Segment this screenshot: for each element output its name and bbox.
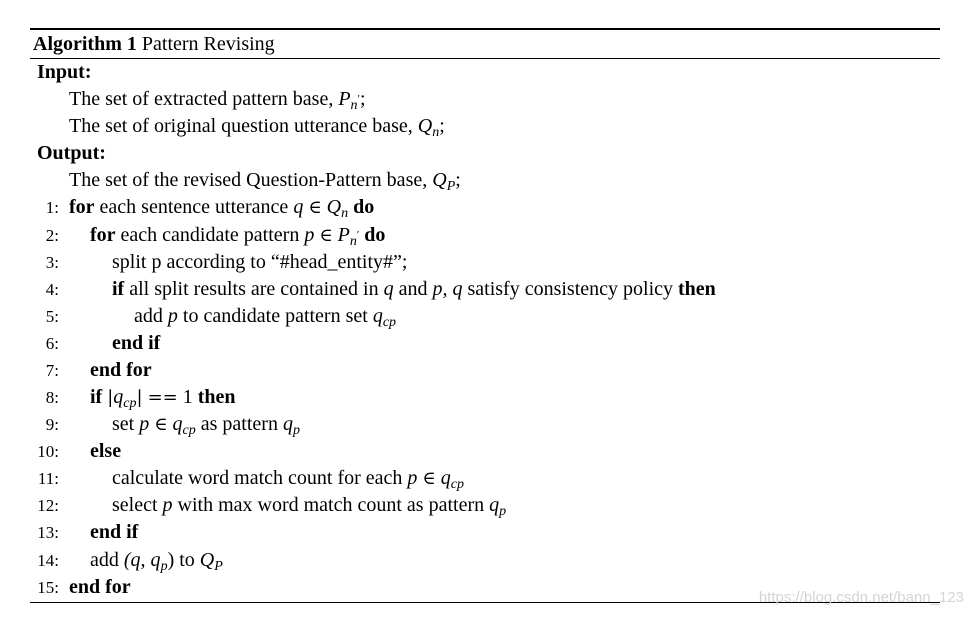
step-text: calculate word match count for each <box>112 467 403 489</box>
line-number: 1: <box>45 198 59 217</box>
step-text: satisfy consistency policy <box>467 278 674 300</box>
math-var: q <box>282 413 293 435</box>
line-number: 13: <box>37 523 59 542</box>
output-1-symbol: Q <box>432 169 447 191</box>
math-op: ∈ <box>308 197 322 218</box>
math-var: q <box>372 305 383 327</box>
output-1-text: The set of the revised Question-Pattern base, <box>69 169 428 191</box>
step-text: each sentence utterance <box>99 196 289 218</box>
step-text: as pattern <box>200 413 278 435</box>
math-var: p <box>167 305 178 327</box>
algorithm-header-rule <box>30 58 940 59</box>
step-text: each candidate pattern <box>120 224 300 246</box>
algorithm-caption <box>33 32 275 56</box>
step-text: set <box>112 413 135 435</box>
math-subscript: cp <box>182 423 196 438</box>
math-subscript: p <box>292 423 300 438</box>
math-subscript: p <box>499 504 507 519</box>
math-subscript: cp <box>450 477 464 492</box>
math-subscript: p <box>160 559 168 574</box>
line-number: 14: <box>37 551 59 570</box>
line-number: 6: <box>45 334 59 353</box>
math-op: ∈ <box>422 468 436 489</box>
math-subscript: P <box>214 559 223 574</box>
math-var: p <box>407 467 418 489</box>
output-1-end: ; <box>455 169 461 191</box>
math-var: p, q <box>432 278 463 300</box>
math-op: ∈ <box>319 225 333 246</box>
output-label: Output: <box>37 142 106 164</box>
keyword: if <box>90 386 103 408</box>
line-number: 3: <box>45 253 59 272</box>
line-number: 5: <box>45 307 59 326</box>
input-1-end: ; <box>359 88 366 110</box>
output-1-subscript: P <box>446 179 456 194</box>
line-number: 15: <box>37 578 59 597</box>
keyword: end for <box>69 576 131 598</box>
keyword: do <box>353 196 375 218</box>
math-bar: | <box>107 387 114 408</box>
caption-title: Pattern Revising <box>141 33 275 55</box>
math-symbol: Q <box>199 549 215 571</box>
math-subscript: n <box>349 234 357 249</box>
math-var: q <box>440 467 451 489</box>
keyword: do <box>364 224 386 246</box>
input-2-subscript: n <box>432 125 440 140</box>
math-prime: ′ <box>356 229 360 241</box>
input-2-end: ; <box>439 115 445 137</box>
math-value: 1 <box>182 386 193 408</box>
math-var: q <box>113 386 124 408</box>
math-symbol: Q <box>326 196 342 218</box>
math-subscript: cp <box>123 396 137 411</box>
keyword: for <box>69 196 95 218</box>
input-label: Input: <box>37 61 92 83</box>
keyword: if <box>112 278 125 300</box>
math-var: p <box>139 413 150 435</box>
keyword: then <box>197 386 236 408</box>
line-number: 9: <box>45 415 59 434</box>
math-subscript: cp <box>382 315 397 330</box>
step-text: split p according to “#head_entity#”; <box>112 251 408 273</box>
step-text: and <box>398 278 428 300</box>
math-var: q <box>383 278 394 300</box>
watermark: https://blog.csdn.net/bann_123 <box>758 589 964 606</box>
math-op: ∈ <box>154 414 168 435</box>
keyword: for <box>90 224 116 246</box>
input-1-symbol: P <box>338 88 351 110</box>
math-tuple: (q, q <box>123 549 161 571</box>
line-number: 11: <box>37 469 59 488</box>
step-text: add <box>134 305 163 327</box>
math-var: q <box>293 196 304 218</box>
keyword: then <box>678 278 716 300</box>
math-symbol: P <box>337 224 350 246</box>
math-bar: | <box>136 387 143 408</box>
step-text: to <box>179 549 195 571</box>
line-number: 2: <box>45 226 59 245</box>
step-text: all split results are contained in <box>129 278 379 300</box>
math-paren: ) <box>167 549 175 571</box>
line-number: 4: <box>45 280 59 299</box>
math-var: p <box>304 224 315 246</box>
input-1-prime: ′ <box>357 93 360 105</box>
step-text: select <box>112 494 158 516</box>
math-var: p <box>162 494 173 516</box>
math-op: == <box>147 387 178 408</box>
step-text: to candidate pattern set <box>182 305 368 327</box>
line-number: 8: <box>45 388 59 407</box>
keyword: end for <box>90 359 152 381</box>
caption-label: Algorithm 1 <box>33 33 137 55</box>
input-1-text: The set of extracted pattern base, <box>69 88 334 110</box>
keyword: end if <box>90 521 139 543</box>
math-subscript: n <box>341 206 349 221</box>
keyword: else <box>90 440 122 462</box>
algorithm-top-rule <box>30 28 940 30</box>
line-number: 12: <box>37 496 59 515</box>
input-2-symbol: Q <box>417 115 433 137</box>
keyword: end if <box>112 332 161 354</box>
step-text: with max word match count as pattern <box>177 494 485 516</box>
line-number: 10: <box>37 442 59 461</box>
math-var: q <box>489 494 500 516</box>
step-text: add <box>90 549 119 571</box>
input-2-text: The set of original question utterance base, <box>69 115 413 137</box>
input-1-subscript: n <box>350 98 358 113</box>
line-number: 7: <box>45 361 59 380</box>
math-var: q <box>172 413 183 435</box>
